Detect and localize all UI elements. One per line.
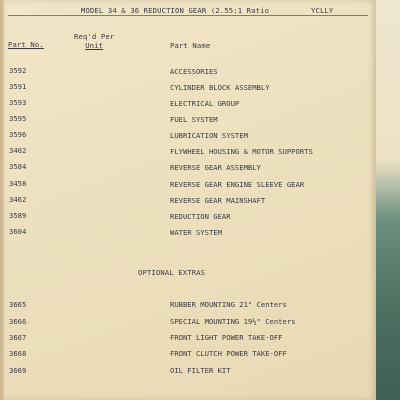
- backdrop-right: [375, 0, 400, 400]
- optional-part-name: RUBBER MOUNTING 21" Centers: [170, 300, 287, 309]
- part-number: 3458: [9, 179, 27, 188]
- part-number: 3593: [9, 98, 27, 107]
- optional-part-name: FRONT LIGHT POWER TAKE-OFF: [170, 333, 283, 342]
- optional-part-name: OIL FILTER KIT: [170, 366, 231, 375]
- document-title: MODEL 34 & 36 REDUCTION GEAR (2.55:1 Ratio: [81, 6, 270, 15]
- document-page: [4, 0, 376, 400]
- part-name: REVERSE GEAR ENGINE SLEEVE GEAR: [170, 180, 305, 189]
- column-header-reqd-per-unit: [74, 32, 114, 50]
- part-name: WATER SYSTEM: [170, 228, 222, 237]
- part-number: 3584: [9, 162, 27, 171]
- optional-part-name: FRONT CLUTCH POWER TAKE-OFF: [170, 349, 287, 358]
- optional-part-number: 3665: [9, 300, 27, 309]
- part-name: REDUCTION GEAR: [170, 212, 231, 221]
- part-number: 3595: [9, 114, 27, 123]
- part-number: 3462: [9, 195, 27, 204]
- column-header-reqd-line2: Unit: [85, 41, 104, 50]
- part-name: CYLINDER BLOCK ASSEMBLY: [170, 83, 270, 92]
- optional-extras-heading: OPTIONAL EXTRAS: [138, 268, 206, 277]
- part-name: FLYWHEEL HOUSING & MOTOR SUPPORTS: [170, 147, 313, 156]
- column-header-part-name: Part Name: [170, 41, 211, 50]
- part-number: 3591: [9, 82, 27, 91]
- part-name: REVERSE GEAR MAINSHAFT: [170, 196, 266, 205]
- part-number: 3592: [9, 66, 27, 75]
- part-name: LUBRICATION SYSTEM: [170, 131, 248, 140]
- optional-part-number: 3668: [9, 349, 27, 358]
- part-number: 3604: [9, 227, 27, 236]
- column-header-part-no: Part No.: [8, 40, 44, 49]
- header-code: YCLLY: [311, 6, 334, 15]
- column-header-reqd-line1: Req'd Per: [74, 32, 115, 41]
- part-number: 3402: [9, 146, 27, 155]
- part-name: ACCESSORIES: [170, 67, 218, 76]
- optional-part-number: 3669: [9, 366, 27, 375]
- optional-part-number: 3666: [9, 317, 27, 326]
- optional-part-name: SPECIAL MOUNTING 19½" Centers: [170, 317, 296, 326]
- header-rule: [8, 15, 368, 16]
- optional-part-number: 3667: [9, 333, 27, 342]
- part-name: FUEL SYSTEM: [170, 115, 218, 124]
- part-name: ELECTRICAL GROUP: [170, 99, 240, 108]
- part-name: REVERSE GEAR ASSEMBLY: [170, 163, 261, 172]
- part-number: 3589: [9, 211, 27, 220]
- part-number: 3596: [9, 130, 27, 139]
